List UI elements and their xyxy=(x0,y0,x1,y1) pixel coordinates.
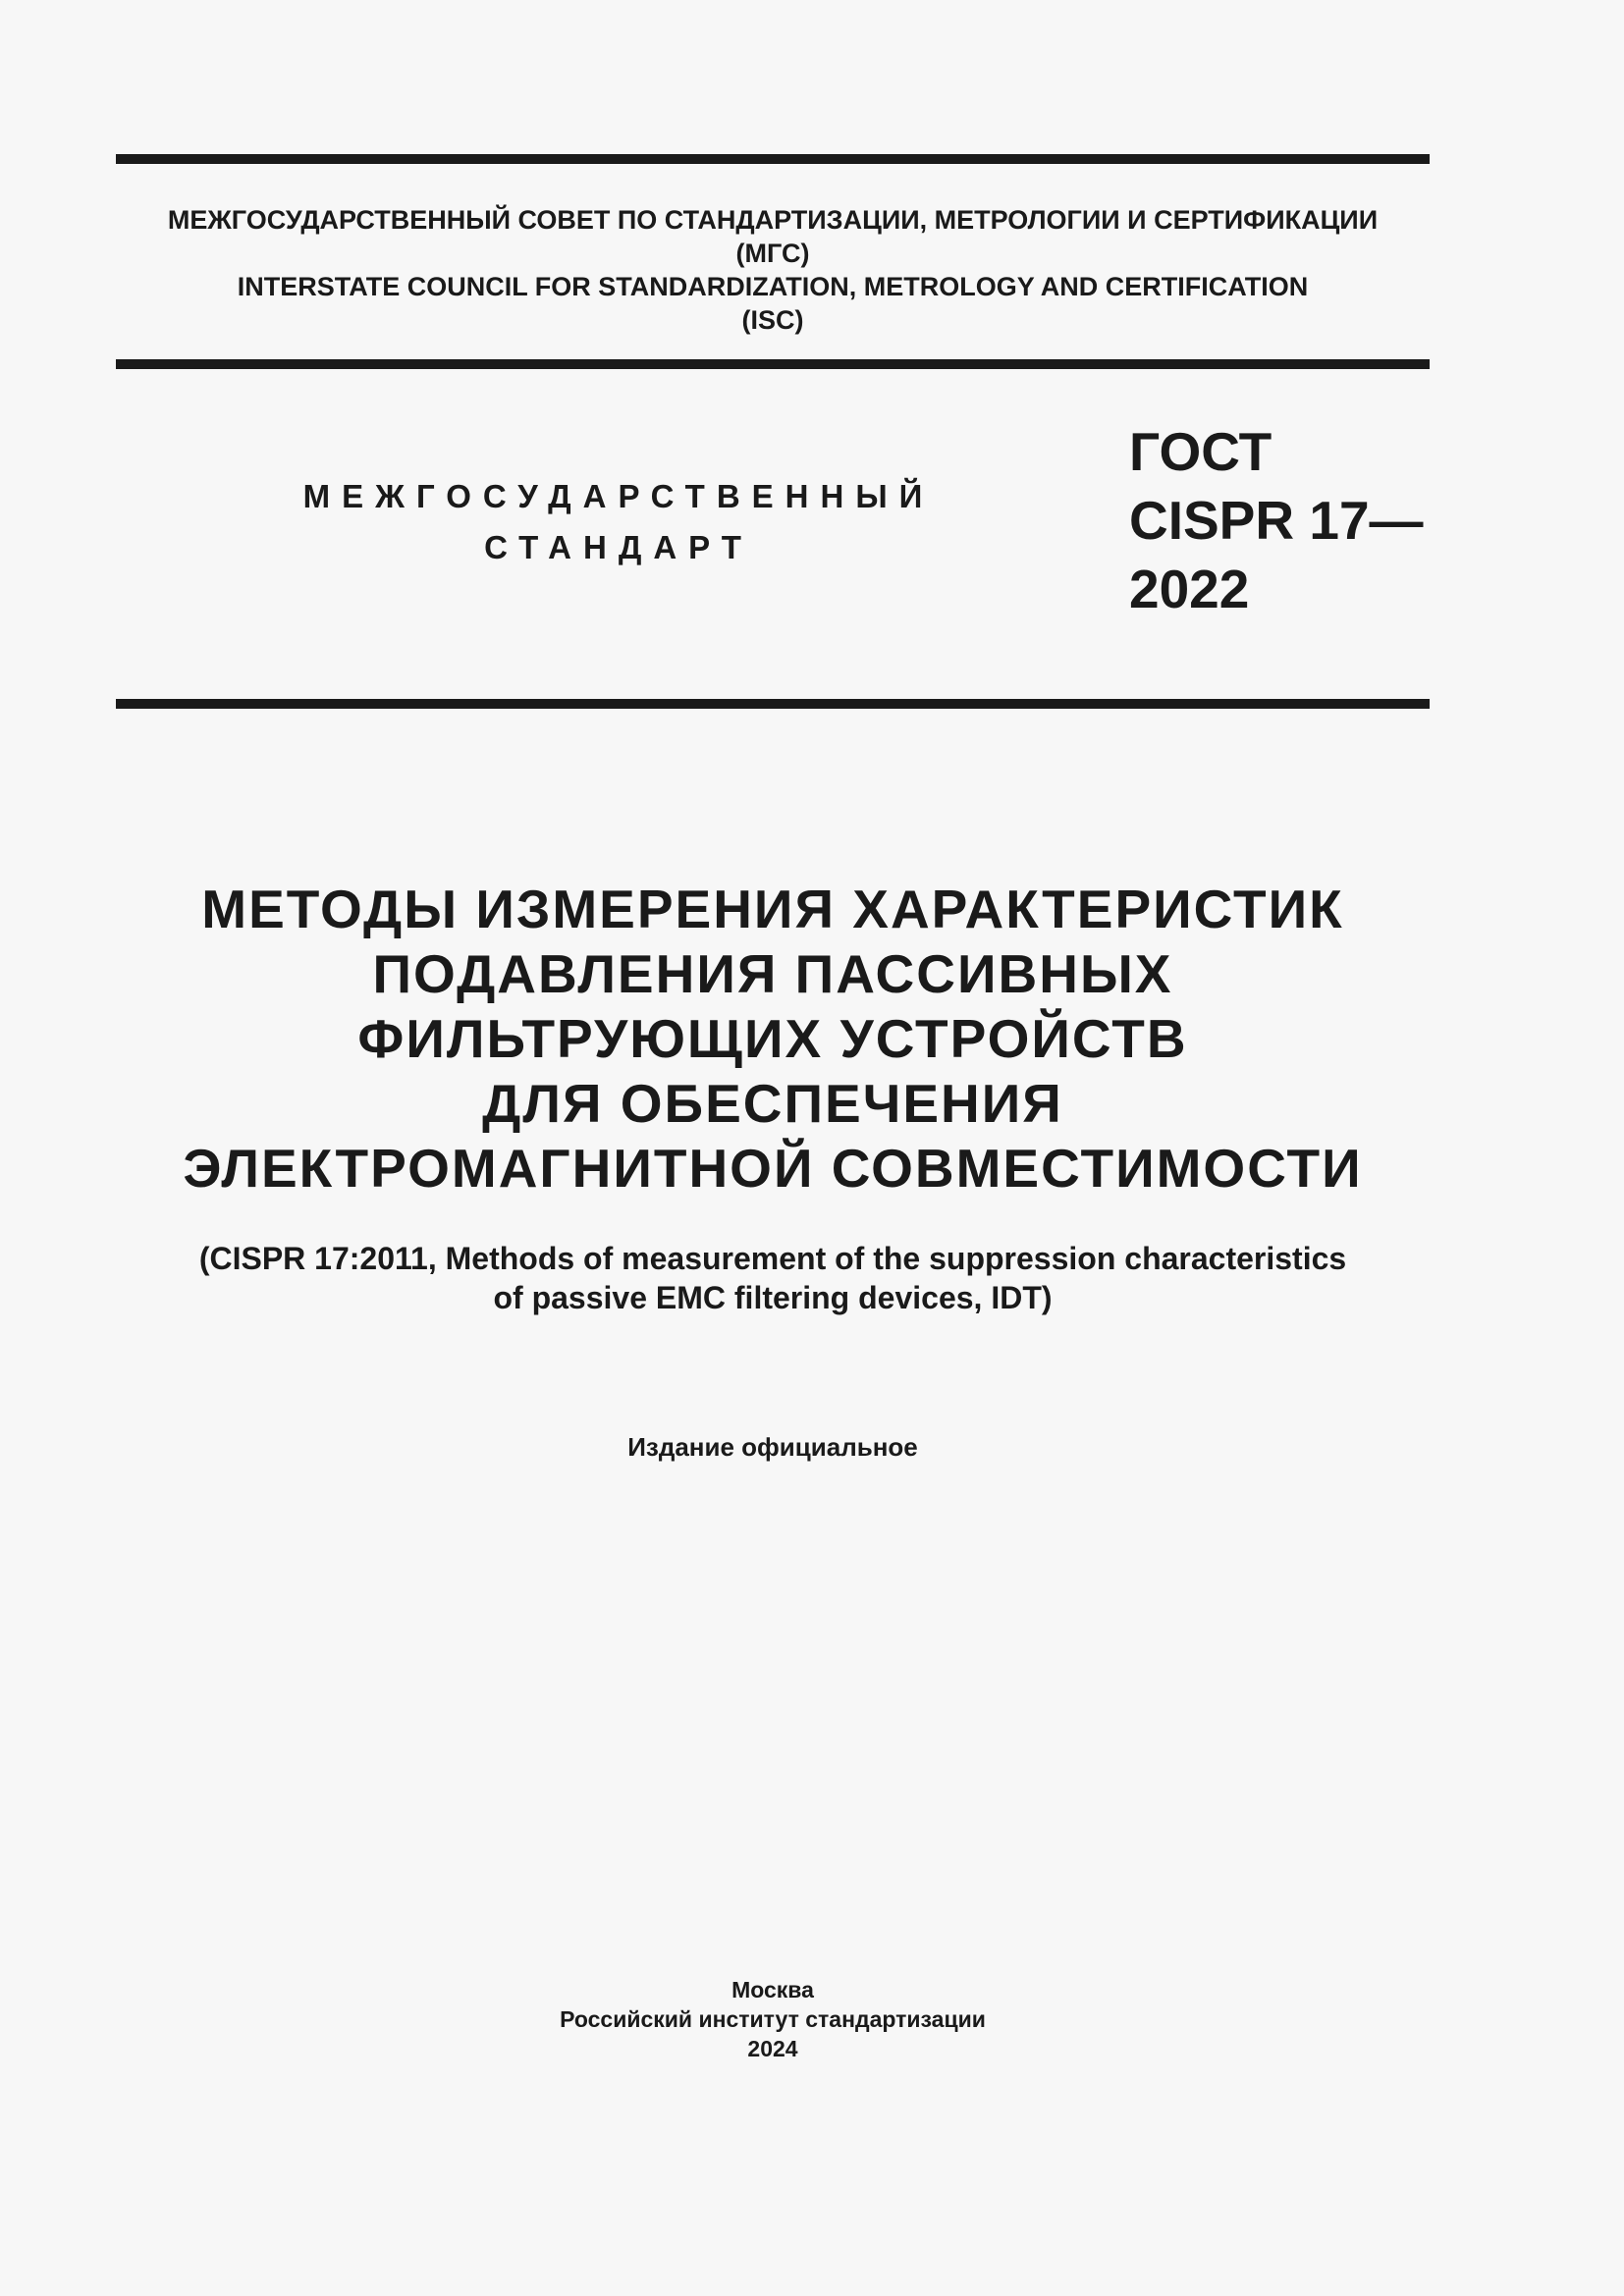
council-header xyxy=(116,203,1430,337)
bottom-rule xyxy=(116,699,1430,709)
subtitle-line-1: (CISPR 17:2011, Methods of measurement of the suppression characteristics xyxy=(198,1241,1347,1276)
standard-type-line-2: СТАНДАРТ xyxy=(484,529,753,565)
title-line-1: МЕТОДЫ ИЗМЕРЕНИЯ ХАРАКТЕРИСТИК xyxy=(201,879,1344,939)
document-subtitle xyxy=(116,1239,1430,1317)
title-line-2: ПОДАВЛЕНИЯ ПАССИВНЫХ xyxy=(372,943,1173,1004)
standard-designation xyxy=(1129,417,1424,623)
edition-note: Издание официальное xyxy=(627,1432,918,1462)
council-name-ru: МЕЖГОСУДАРСТВЕННЫЙ СОВЕТ ПО СТАНДАРТИЗАЦИИ, МЕТРОЛОГИИ И СЕРТИФИКАЦИИ xyxy=(167,205,1379,235)
title-line-3: ФИЛЬТРУЮЩИХ УСТРОЙСТВ xyxy=(357,1008,1188,1069)
standard-type-line-1: МЕЖГОСУДАРСТВЕННЫЙ xyxy=(302,478,935,514)
middle-rule xyxy=(116,359,1430,369)
top-rule xyxy=(116,154,1430,164)
imprint-year: 2024 xyxy=(747,2036,798,2061)
imprint-publisher: Российский институт стандартизации xyxy=(560,2006,986,2032)
title-line-4: ДЛЯ ОБЕСПЕЧЕНИЯ xyxy=(482,1073,1063,1134)
designation-line-2: CISPR 17— xyxy=(1129,490,1424,551)
document-title xyxy=(116,877,1430,1201)
designation-line-3: 2022 xyxy=(1129,559,1250,619)
imprint xyxy=(116,1975,1430,2063)
subtitle-line-2: of passive EMC filtering devices, IDT) xyxy=(493,1280,1053,1315)
imprint-city: Москва xyxy=(731,1977,814,2002)
standard-type xyxy=(295,471,943,573)
council-abbr-ru: (МГС) xyxy=(735,239,810,268)
council-abbr-en: (ISC) xyxy=(741,305,804,335)
designation-line-1: ГОСТ xyxy=(1129,421,1272,482)
title-line-5: ЭЛЕКТРОМАГНИТНОЙ СОВМЕСТИМОСТИ xyxy=(183,1138,1363,1199)
council-name-en: INTERSTATE COUNCIL FOR STANDARDIZATION, METROLOGY AND CERTIFICATION xyxy=(237,272,1309,301)
